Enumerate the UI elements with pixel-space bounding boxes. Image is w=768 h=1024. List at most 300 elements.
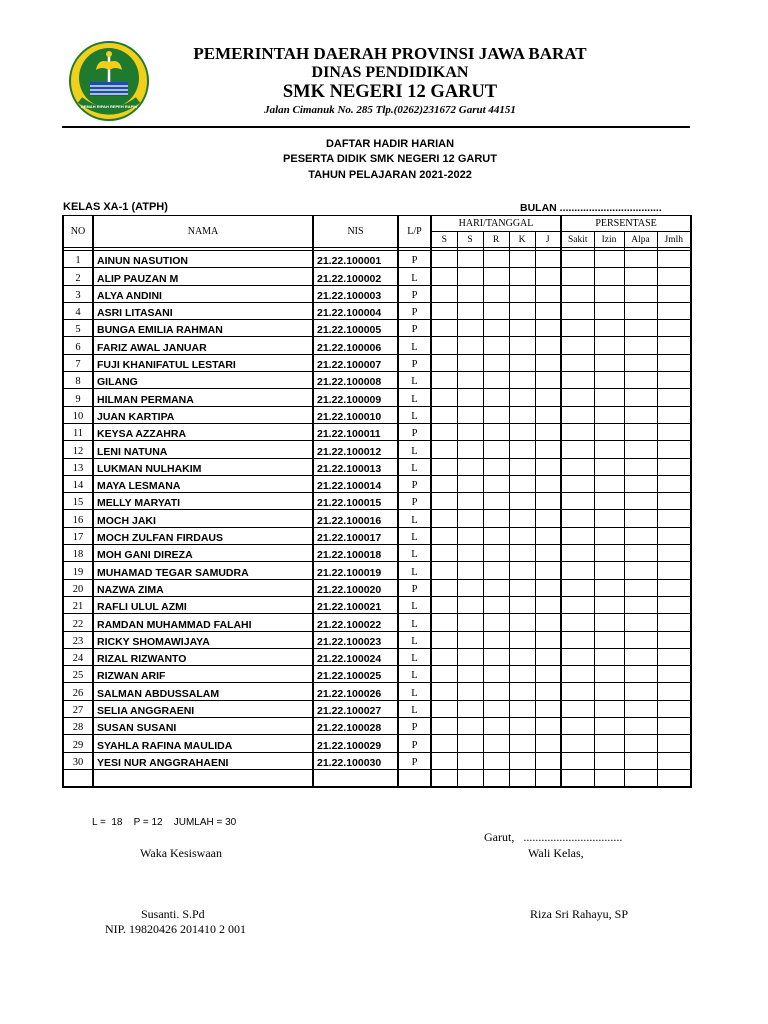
- attendance-cell[interactable]: [535, 285, 561, 302]
- attendance-cell[interactable]: [431, 389, 457, 406]
- percentage-cell[interactable]: [594, 458, 624, 475]
- attendance-cell[interactable]: [431, 562, 457, 579]
- row-no: 25: [63, 666, 93, 683]
- attendance-cell[interactable]: [457, 510, 483, 527]
- attendance-cell[interactable]: [535, 320, 561, 337]
- attendance-cell[interactable]: [483, 769, 509, 787]
- attendance-cell[interactable]: [431, 320, 457, 337]
- attendance-cell[interactable]: [457, 769, 483, 787]
- attendance-cell[interactable]: [483, 285, 509, 302]
- percentage-cell[interactable]: [624, 354, 657, 371]
- percentage-cell[interactable]: [594, 406, 624, 423]
- attendance-cell[interactable]: [483, 406, 509, 423]
- attendance-cell[interactable]: [535, 354, 561, 371]
- attendance-cell[interactable]: [483, 372, 509, 389]
- percentage-cell[interactable]: [624, 596, 657, 613]
- percentage-cell[interactable]: [657, 372, 691, 389]
- row-no: 22: [63, 614, 93, 631]
- percentage-cell[interactable]: [561, 631, 594, 648]
- percentage-cell[interactable]: [657, 475, 691, 492]
- attendance-cell[interactable]: [509, 683, 535, 700]
- attendance-cell[interactable]: [509, 372, 535, 389]
- percentage-cell[interactable]: [561, 354, 594, 371]
- percentage-cell[interactable]: [657, 251, 691, 268]
- attendance-cell[interactable]: [483, 579, 509, 596]
- percentage-cell[interactable]: [657, 683, 691, 700]
- percentage-cell[interactable]: [561, 423, 594, 440]
- percentage-cell[interactable]: [657, 285, 691, 302]
- attendance-cell[interactable]: [457, 354, 483, 371]
- attendance-cell[interactable]: [431, 648, 457, 665]
- percentage-cell[interactable]: [594, 718, 624, 735]
- attendance-cell[interactable]: [535, 562, 561, 579]
- table-row: [63, 718, 691, 735]
- attendance-cell[interactable]: [431, 510, 457, 527]
- attendance-cell[interactable]: [483, 493, 509, 510]
- row-nama: YESI NUR ANGGRAHAENI: [93, 752, 313, 769]
- attendance-cell[interactable]: [483, 596, 509, 613]
- attendance-cell[interactable]: [483, 475, 509, 492]
- percentage-cell[interactable]: [624, 423, 657, 440]
- row-no: 20: [63, 579, 93, 596]
- percentage-cell[interactable]: [624, 475, 657, 492]
- attendance-cell[interactable]: [483, 648, 509, 665]
- attendance-cell[interactable]: [457, 406, 483, 423]
- attendance-cell[interactable]: [509, 251, 535, 268]
- percentage-cell[interactable]: [624, 251, 657, 268]
- percentage-cell[interactable]: [594, 320, 624, 337]
- percentage-cell[interactable]: [657, 406, 691, 423]
- title-line3: TAHUN PELAJARAN 2021-2022: [308, 169, 472, 181]
- percentage-cell[interactable]: [657, 423, 691, 440]
- attendance-cell[interactable]: [535, 389, 561, 406]
- percentage-cell[interactable]: [657, 354, 691, 371]
- percentage-cell[interactable]: [561, 320, 594, 337]
- percentage-cell[interactable]: [561, 475, 594, 492]
- percentage-cell[interactable]: [561, 596, 594, 613]
- attendance-cell[interactable]: [431, 423, 457, 440]
- percentage-cell[interactable]: [561, 251, 594, 268]
- attendance-cell[interactable]: [509, 666, 535, 683]
- attendance-cell[interactable]: [535, 579, 561, 596]
- attendance-cell[interactable]: [483, 251, 509, 268]
- attendance-cell[interactable]: [457, 302, 483, 319]
- percentage-cell[interactable]: [624, 285, 657, 302]
- row-lp: L: [398, 596, 431, 613]
- attendance-cell[interactable]: [535, 769, 561, 787]
- percentage-cell[interactable]: [561, 735, 594, 752]
- attendance-cell[interactable]: [535, 441, 561, 458]
- percentage-cell[interactable]: [561, 510, 594, 527]
- percentage-cell[interactable]: [594, 302, 624, 319]
- percentage-cell[interactable]: [594, 493, 624, 510]
- attendance-cell[interactable]: [431, 302, 457, 319]
- percentage-cell[interactable]: [657, 389, 691, 406]
- percentage-cell[interactable]: [561, 458, 594, 475]
- attendance-cell[interactable]: [535, 493, 561, 510]
- percentage-cell[interactable]: [624, 769, 657, 787]
- percentage-cell[interactable]: [624, 579, 657, 596]
- percentage-cell[interactable]: [624, 683, 657, 700]
- attendance-cell[interactable]: [535, 596, 561, 613]
- attendance-cell[interactable]: [483, 614, 509, 631]
- percentage-cell[interactable]: [624, 372, 657, 389]
- percentage-cell[interactable]: [594, 372, 624, 389]
- percentage-cell[interactable]: [561, 527, 594, 544]
- row-no: 4: [63, 302, 93, 319]
- percentage-cell[interactable]: [657, 527, 691, 544]
- row-no: 16: [63, 510, 93, 527]
- attendance-cell[interactable]: [509, 648, 535, 665]
- attendance-cell[interactable]: [431, 354, 457, 371]
- attendance-cell[interactable]: [483, 320, 509, 337]
- percentage-cell[interactable]: [657, 700, 691, 717]
- attendance-cell[interactable]: [509, 735, 535, 752]
- percentage-cell[interactable]: [594, 631, 624, 648]
- attendance-cell[interactable]: [535, 510, 561, 527]
- attendance-cell[interactable]: [457, 648, 483, 665]
- attendance-cell[interactable]: [509, 493, 535, 510]
- percentage-cell[interactable]: [561, 285, 594, 302]
- percentage-cell[interactable]: [657, 718, 691, 735]
- attendance-cell[interactable]: [431, 596, 457, 613]
- attendance-cell[interactable]: [431, 251, 457, 268]
- percentage-cell[interactable]: [624, 458, 657, 475]
- attendance-cell[interactable]: [431, 475, 457, 492]
- table-row: [63, 527, 691, 544]
- attendance-cell[interactable]: [535, 735, 561, 752]
- attendance-cell[interactable]: [483, 354, 509, 371]
- percentage-cell[interactable]: [624, 631, 657, 648]
- row-nis: 21.22.100023: [313, 631, 398, 648]
- attendance-cell[interactable]: [509, 406, 535, 423]
- attendance-cell[interactable]: [483, 510, 509, 527]
- attendance-cell[interactable]: [535, 268, 561, 285]
- attendance-cell[interactable]: [509, 527, 535, 544]
- attendance-cell[interactable]: [457, 752, 483, 769]
- attendance-cell[interactable]: [535, 406, 561, 423]
- attendance-cell[interactable]: [509, 302, 535, 319]
- percentage-cell[interactable]: [657, 648, 691, 665]
- attendance-cell[interactable]: [483, 337, 509, 354]
- attendance-cell[interactable]: [457, 683, 483, 700]
- row-no: 6: [63, 337, 93, 354]
- attendance-cell[interactable]: [509, 752, 535, 769]
- percentage-cell[interactable]: [624, 735, 657, 752]
- percentage-cell[interactable]: [561, 545, 594, 562]
- attendance-cell[interactable]: [535, 718, 561, 735]
- attendance-cell[interactable]: [483, 752, 509, 769]
- attendance-cell[interactable]: [457, 735, 483, 752]
- percentage-cell[interactable]: [561, 493, 594, 510]
- percentage-cell[interactable]: [561, 769, 594, 787]
- percentage-cell[interactable]: [624, 527, 657, 544]
- attendance-cell[interactable]: [535, 614, 561, 631]
- percentage-cell[interactable]: [657, 666, 691, 683]
- percentage-cell[interactable]: [594, 683, 624, 700]
- attendance-cell[interactable]: [431, 631, 457, 648]
- attendance-cell[interactable]: [457, 285, 483, 302]
- attendance-cell[interactable]: [457, 614, 483, 631]
- attendance-cell[interactable]: [509, 458, 535, 475]
- attendance-cell[interactable]: [431, 441, 457, 458]
- attendance-cell[interactable]: [509, 320, 535, 337]
- attendance-cell[interactable]: [509, 769, 535, 787]
- attendance-cell[interactable]: [457, 423, 483, 440]
- attendance-cell[interactable]: [535, 545, 561, 562]
- attendance-cell[interactable]: [457, 458, 483, 475]
- attendance-cell[interactable]: [457, 268, 483, 285]
- percentage-cell[interactable]: [624, 510, 657, 527]
- percentage-cell[interactable]: [594, 475, 624, 492]
- percentage-cell[interactable]: [624, 320, 657, 337]
- percentage-cell[interactable]: [657, 614, 691, 631]
- attendance-cell[interactable]: [431, 683, 457, 700]
- attendance-cell[interactable]: [535, 251, 561, 268]
- attendance-cell[interactable]: [509, 268, 535, 285]
- attendance-cell[interactable]: [483, 718, 509, 735]
- percentage-cell[interactable]: [657, 562, 691, 579]
- attendance-cell[interactable]: [509, 614, 535, 631]
- attendance-cell[interactable]: [431, 268, 457, 285]
- attendance-cell[interactable]: [483, 268, 509, 285]
- percentage-cell[interactable]: [594, 752, 624, 769]
- percentage-cell[interactable]: [657, 545, 691, 562]
- percentage-cell[interactable]: [561, 579, 594, 596]
- percentage-cell[interactable]: [594, 579, 624, 596]
- percentage-cell[interactable]: [561, 683, 594, 700]
- attendance-cell[interactable]: [431, 545, 457, 562]
- percentage-cell[interactable]: [657, 268, 691, 285]
- percentage-cell[interactable]: [624, 493, 657, 510]
- percentage-cell[interactable]: [624, 752, 657, 769]
- percentage-cell[interactable]: [594, 614, 624, 631]
- percentage-cell[interactable]: [594, 510, 624, 527]
- attendance-cell[interactable]: [457, 718, 483, 735]
- percentage-cell[interactable]: [624, 406, 657, 423]
- table-row: [63, 354, 691, 371]
- attendance-cell[interactable]: [431, 527, 457, 544]
- attendance-cell[interactable]: [509, 631, 535, 648]
- percentage-cell[interactable]: [657, 631, 691, 648]
- attendance-cell[interactable]: [535, 752, 561, 769]
- attendance-cell[interactable]: [483, 527, 509, 544]
- attendance-cell[interactable]: [509, 354, 535, 371]
- attendance-cell[interactable]: [457, 493, 483, 510]
- attendance-cell[interactable]: [431, 700, 457, 717]
- attendance-cell[interactable]: [483, 423, 509, 440]
- attendance-cell[interactable]: [483, 666, 509, 683]
- percentage-cell[interactable]: [624, 441, 657, 458]
- attendance-cell[interactable]: [457, 337, 483, 354]
- attendance-cell[interactable]: [509, 545, 535, 562]
- attendance-cell[interactable]: [431, 337, 457, 354]
- attendance-cell[interactable]: [457, 562, 483, 579]
- attendance-cell[interactable]: [509, 510, 535, 527]
- attendance-cell[interactable]: [535, 337, 561, 354]
- row-nama: RAMDAN MUHAMMAD FALAHI: [93, 614, 313, 631]
- attendance-cell[interactable]: [457, 320, 483, 337]
- attendance-cell[interactable]: [535, 458, 561, 475]
- attendance-cell[interactable]: [431, 614, 457, 631]
- attendance-cell[interactable]: [509, 423, 535, 440]
- attendance-cell[interactable]: [457, 372, 483, 389]
- percentage-cell[interactable]: [594, 666, 624, 683]
- attendance-cell[interactable]: [431, 752, 457, 769]
- percentage-cell[interactable]: [594, 268, 624, 285]
- percentage-cell[interactable]: [561, 389, 594, 406]
- attendance-cell[interactable]: [535, 666, 561, 683]
- attendance-cell[interactable]: [535, 423, 561, 440]
- attendance-cell[interactable]: [483, 458, 509, 475]
- percentage-cell[interactable]: [594, 354, 624, 371]
- attendance-cell[interactable]: [457, 545, 483, 562]
- attendance-cell[interactable]: [535, 648, 561, 665]
- percentage-cell[interactable]: [594, 596, 624, 613]
- percentage-cell[interactable]: [561, 562, 594, 579]
- percentage-cell[interactable]: [657, 458, 691, 475]
- attendance-cell[interactable]: [483, 545, 509, 562]
- attendance-cell[interactable]: [483, 562, 509, 579]
- percentage-cell[interactable]: [594, 441, 624, 458]
- attendance-cell[interactable]: [483, 700, 509, 717]
- percentage-cell[interactable]: [657, 302, 691, 319]
- percentage-cell[interactable]: [624, 337, 657, 354]
- percentage-cell[interactable]: [561, 648, 594, 665]
- attendance-cell[interactable]: [483, 683, 509, 700]
- attendance-cell[interactable]: [483, 389, 509, 406]
- attendance-cell[interactable]: [457, 631, 483, 648]
- attendance-cell[interactable]: [509, 579, 535, 596]
- attendance-cell[interactable]: [431, 285, 457, 302]
- attendance-cell[interactable]: [457, 596, 483, 613]
- persen-header: Alpa: [624, 232, 657, 248]
- percentage-cell[interactable]: [657, 320, 691, 337]
- row-nis: 21.22.100013: [313, 458, 398, 475]
- percentage-cell[interactable]: [657, 769, 691, 787]
- percentage-cell[interactable]: [594, 735, 624, 752]
- percentage-cell[interactable]: [561, 614, 594, 631]
- attendance-cell[interactable]: [431, 666, 457, 683]
- percentage-cell[interactable]: [657, 752, 691, 769]
- attendance-cell[interactable]: [457, 579, 483, 596]
- percentage-cell[interactable]: [594, 700, 624, 717]
- attendance-cell[interactable]: [509, 285, 535, 302]
- attendance-cell[interactable]: [431, 718, 457, 735]
- attendance-cell[interactable]: [431, 735, 457, 752]
- attendance-cell[interactable]: [509, 475, 535, 492]
- percentage-cell[interactable]: [594, 389, 624, 406]
- percentage-cell[interactable]: [594, 648, 624, 665]
- percentage-cell[interactable]: [624, 562, 657, 579]
- attendance-cell[interactable]: [483, 302, 509, 319]
- percentage-cell[interactable]: [594, 545, 624, 562]
- percentage-cell[interactable]: [657, 493, 691, 510]
- attendance-cell[interactable]: [509, 337, 535, 354]
- percentage-cell[interactable]: [594, 527, 624, 544]
- percentage-cell[interactable]: [561, 268, 594, 285]
- attendance-cell[interactable]: [535, 527, 561, 544]
- percentage-cell[interactable]: [594, 285, 624, 302]
- percentage-cell[interactable]: [624, 302, 657, 319]
- attendance-cell[interactable]: [535, 700, 561, 717]
- attendance-cell[interactable]: [431, 579, 457, 596]
- percentage-cell[interactable]: [657, 596, 691, 613]
- percentage-cell[interactable]: [657, 579, 691, 596]
- percentage-cell[interactable]: [657, 735, 691, 752]
- percentage-cell[interactable]: [624, 389, 657, 406]
- percentage-cell[interactable]: [594, 562, 624, 579]
- attendance-cell[interactable]: [457, 475, 483, 492]
- attendance-cell[interactable]: [483, 735, 509, 752]
- percentage-cell[interactable]: [561, 718, 594, 735]
- attendance-cell[interactable]: [457, 251, 483, 268]
- percentage-cell[interactable]: [561, 337, 594, 354]
- percentage-cell[interactable]: [657, 441, 691, 458]
- attendance-cell[interactable]: [457, 666, 483, 683]
- row-lp: P: [398, 354, 431, 371]
- attendance-cell[interactable]: [509, 596, 535, 613]
- percentage-cell[interactable]: [624, 648, 657, 665]
- percentage-cell[interactable]: [594, 337, 624, 354]
- percentage-cell[interactable]: [561, 372, 594, 389]
- percentage-cell[interactable]: [594, 423, 624, 440]
- percentage-cell[interactable]: [561, 302, 594, 319]
- attendance-cell[interactable]: [431, 769, 457, 787]
- attendance-cell[interactable]: [431, 406, 457, 423]
- percentage-cell[interactable]: [594, 769, 624, 787]
- attendance-cell[interactable]: [431, 372, 457, 389]
- row-lp: P: [398, 493, 431, 510]
- attendance-cell[interactable]: [535, 683, 561, 700]
- attendance-cell[interactable]: [483, 441, 509, 458]
- attendance-cell[interactable]: [509, 700, 535, 717]
- attendance-cell[interactable]: [431, 458, 457, 475]
- percentage-cell[interactable]: [561, 752, 594, 769]
- percentage-cell[interactable]: [594, 251, 624, 268]
- attendance-cell[interactable]: [509, 441, 535, 458]
- attendance-cell[interactable]: [457, 527, 483, 544]
- attendance-cell[interactable]: [483, 631, 509, 648]
- header-address: Jalan Cimanuk No. 285 Tlp.(0262)231672 Garut 44151: [264, 104, 516, 116]
- attendance-cell[interactable]: [431, 493, 457, 510]
- attendance-cell[interactable]: [509, 562, 535, 579]
- percentage-cell[interactable]: [624, 545, 657, 562]
- percentage-cell[interactable]: [561, 700, 594, 717]
- percentage-cell[interactable]: [624, 666, 657, 683]
- attendance-cell[interactable]: [535, 302, 561, 319]
- attendance-cell[interactable]: [509, 718, 535, 735]
- attendance-cell[interactable]: [457, 700, 483, 717]
- percentage-cell[interactable]: [624, 614, 657, 631]
- attendance-cell[interactable]: [535, 372, 561, 389]
- percentage-cell[interactable]: [657, 510, 691, 527]
- attendance-cell[interactable]: [457, 441, 483, 458]
- attendance-cell[interactable]: [535, 631, 561, 648]
- percentage-cell[interactable]: [561, 406, 594, 423]
- attendance-cell[interactable]: [535, 475, 561, 492]
- percentage-cell[interactable]: [561, 666, 594, 683]
- table-row: [63, 493, 691, 510]
- percentage-cell[interactable]: [624, 268, 657, 285]
- table-row: [63, 458, 691, 475]
- percentage-cell[interactable]: [657, 337, 691, 354]
- percentage-cell[interactable]: [561, 441, 594, 458]
- percentage-cell[interactable]: [624, 718, 657, 735]
- attendance-cell[interactable]: [509, 389, 535, 406]
- attendance-cell[interactable]: [457, 389, 483, 406]
- percentage-cell[interactable]: [624, 700, 657, 717]
